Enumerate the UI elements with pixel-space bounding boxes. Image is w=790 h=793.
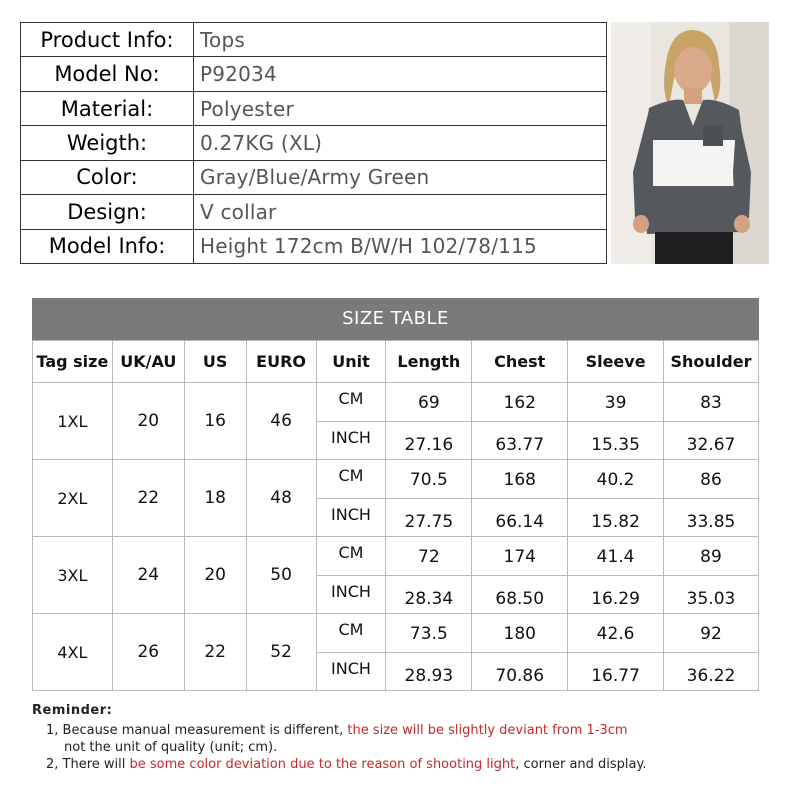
length-cell: 28.34 [386, 575, 472, 614]
model-photo [611, 22, 769, 264]
product-info-table [20, 22, 607, 264]
tag-size-cell: 1XL [33, 383, 113, 460]
reminder-text: not the unit of quality (unit; cm). [64, 740, 278, 755]
column-header: Tag size [33, 341, 113, 383]
chest-cell: 66.14 [472, 498, 568, 537]
info-value: Gray/Blue/Army Green [194, 160, 607, 194]
shoulder-cell: 86 [664, 460, 759, 499]
unit-cell: INCH [316, 575, 386, 614]
reminder-title: Reminder: [32, 703, 113, 718]
reminder-text: 2, There will [46, 757, 130, 772]
reminder-text: 1, Because manual measurement is different, [46, 723, 348, 738]
us-cell: 18 [184, 460, 246, 537]
table-row [33, 383, 759, 422]
chest-cell: 70.86 [472, 652, 568, 691]
sleeve-cell: 40.2 [568, 460, 664, 499]
info-row-material [21, 91, 607, 125]
shoulder-cell: 89 [664, 537, 759, 576]
length-cell: 69 [386, 383, 472, 422]
info-value: V collar [194, 195, 607, 229]
reminder-line-1b [32, 740, 772, 757]
column-header: Chest [472, 341, 568, 383]
column-header: Unit [316, 341, 386, 383]
unit-cell: CM [316, 383, 386, 422]
uk-au-cell: 24 [112, 537, 184, 614]
unit-cell: CM [316, 537, 386, 576]
info-row-model-info [21, 229, 607, 263]
info-value: Polyester [194, 91, 607, 125]
size-table-section [32, 298, 759, 692]
tag-size-cell: 3XL [33, 537, 113, 614]
reminder-text: , corner and display. [515, 757, 647, 772]
reminder-section [32, 703, 772, 774]
sleeve-cell: 15.82 [568, 498, 664, 537]
table-row [33, 537, 759, 576]
size-table-header-row [33, 341, 759, 383]
tag-size-cell: 4XL [33, 614, 113, 691]
chest-cell: 63.77 [472, 421, 568, 460]
size-table-title: SIZE TABLE [32, 298, 759, 340]
length-cell: 72 [386, 537, 472, 576]
unit-cell: CM [316, 614, 386, 653]
sleeve-cell: 16.77 [568, 652, 664, 691]
column-header: Shoulder [664, 341, 759, 383]
column-header: EURO [246, 341, 316, 383]
reminder-line-1 [32, 723, 772, 740]
model-illustration [611, 22, 769, 264]
info-value: Height 172cm B/W/H 102/78/115 [194, 229, 607, 263]
chest-cell: 174 [472, 537, 568, 576]
column-header: Sleeve [568, 341, 664, 383]
chest-cell: 168 [472, 460, 568, 499]
column-header: Length [386, 341, 472, 383]
sleeve-cell: 16.29 [568, 575, 664, 614]
sleeve-cell: 42.6 [568, 614, 664, 653]
length-cell: 27.16 [386, 421, 472, 460]
chest-cell: 180 [472, 614, 568, 653]
length-cell: 27.75 [386, 498, 472, 537]
info-label: Model Info: [21, 229, 194, 263]
shoulder-cell: 33.85 [664, 498, 759, 537]
info-value: Tops [194, 23, 607, 57]
uk-au-cell: 22 [112, 460, 184, 537]
table-row [33, 460, 759, 499]
info-row-weight [21, 126, 607, 160]
us-cell: 16 [184, 383, 246, 460]
length-cell: 73.5 [386, 614, 472, 653]
sleeve-cell: 41.4 [568, 537, 664, 576]
size-table [32, 340, 759, 691]
length-cell: 28.93 [386, 652, 472, 691]
info-label: Material: [21, 91, 194, 125]
table-row [33, 614, 759, 653]
info-row-model-no [21, 57, 607, 91]
column-header: UK/AU [112, 341, 184, 383]
unit-cell: INCH [316, 421, 386, 460]
info-row-color [21, 160, 607, 194]
euro-cell: 52 [246, 614, 316, 691]
length-cell: 70.5 [386, 460, 472, 499]
shoulder-cell: 32.67 [664, 421, 759, 460]
info-label: Model No: [21, 57, 194, 91]
reminder-highlight: be some color deviation due to the reason of shooting light [129, 757, 516, 772]
us-cell: 20 [184, 537, 246, 614]
info-value: 0.27KG (XL) [194, 126, 607, 160]
reminder-line-2 [32, 757, 772, 774]
us-cell: 22 [184, 614, 246, 691]
sleeve-cell: 15.35 [568, 421, 664, 460]
shoulder-cell: 36.22 [664, 652, 759, 691]
info-value: P92034 [194, 57, 607, 91]
chest-cell: 162 [472, 383, 568, 422]
shoulder-cell: 35.03 [664, 575, 759, 614]
chest-cell: 68.50 [472, 575, 568, 614]
sleeve-cell: 39 [568, 383, 664, 422]
unit-cell: CM [316, 460, 386, 499]
unit-cell: INCH [316, 498, 386, 537]
euro-cell: 46 [246, 383, 316, 460]
uk-au-cell: 20 [112, 383, 184, 460]
euro-cell: 48 [246, 460, 316, 537]
uk-au-cell: 26 [112, 614, 184, 691]
shoulder-cell: 92 [664, 614, 759, 653]
info-row-design [21, 195, 607, 229]
info-label: Design: [21, 195, 194, 229]
info-label: Color: [21, 160, 194, 194]
info-row-product [21, 23, 607, 57]
info-label: Product Info: [21, 23, 194, 57]
tag-size-cell: 2XL [33, 460, 113, 537]
column-header: US [184, 341, 246, 383]
info-label: Weigth: [21, 126, 194, 160]
euro-cell: 50 [246, 537, 316, 614]
shoulder-cell: 83 [664, 383, 759, 422]
unit-cell: INCH [316, 652, 386, 691]
reminder-highlight: the size will be slightly deviant from 1-3cm [347, 723, 628, 738]
